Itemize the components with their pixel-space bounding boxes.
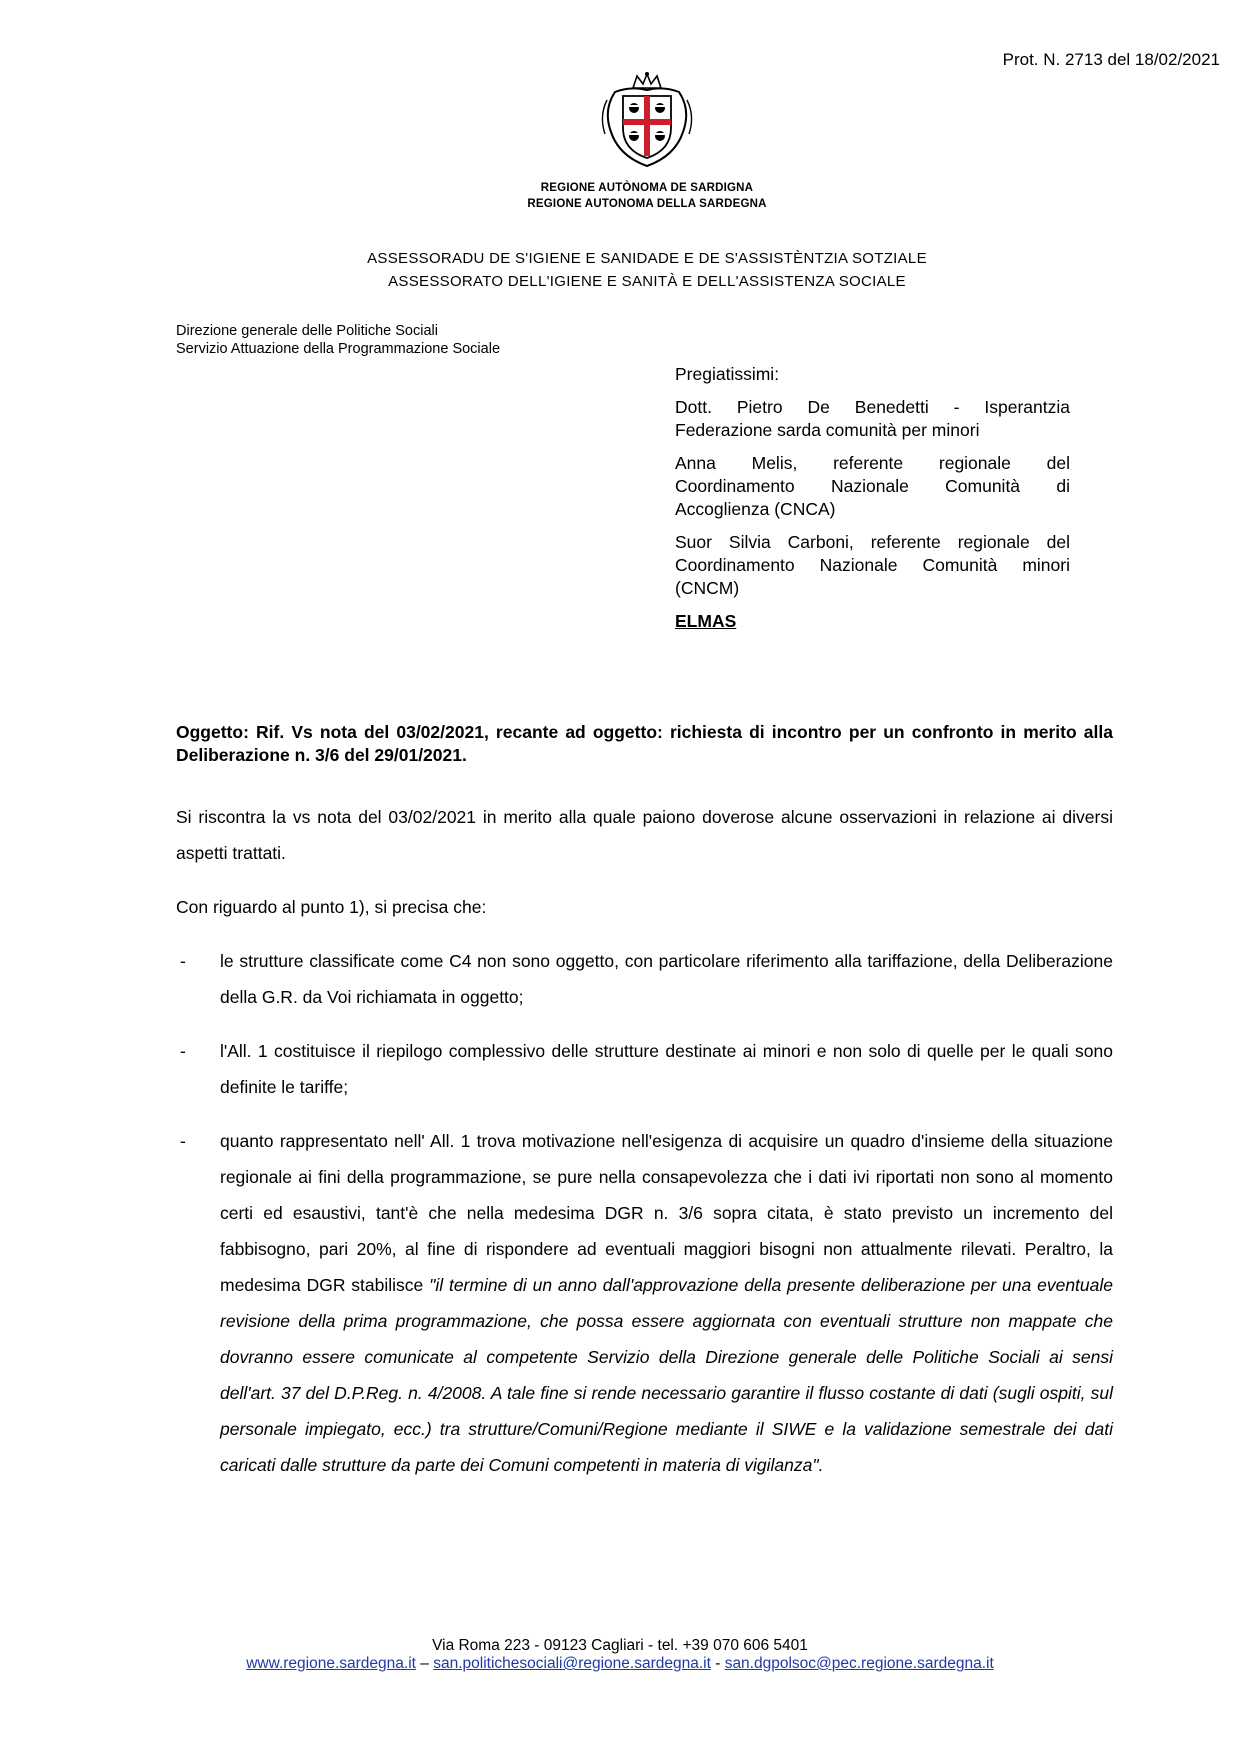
dash-bullet: - xyxy=(180,1041,186,1061)
directorate: Direzione generale delle Politiche Sociali xyxy=(176,323,438,339)
website-link[interactable]: www.regione.sardegna.it xyxy=(246,1655,416,1672)
recipient-item: Dott. Pietro De Benedetti - Isperantzia Federazione sarda comunità per minori xyxy=(675,397,1070,440)
dash-bullet: - xyxy=(180,1131,186,1151)
list-item-text: quanto rappresentato nell' All. 1 trova motivazione nell'esigenza di acquisire un quadro d'insieme della situazione regionale ai fini della programmazione, se pure nella consapevolezza che i dati ivi riportati non sono al momento certi ed esaustivi, tant'è che nella medesima DGR n. 3/6 sopra citata, è stato previsto un incremento del fabbisogno, pari 20%, al fine di rispondere ad eventuali maggiori bisogni non attualmente rilevati. Peraltro, la medesima DGR stabilisce xyxy=(220,1131,1113,1295)
point-intro: Con riguardo al punto 1), si precisa che: xyxy=(176,897,487,917)
deliberation-quote: "il termine di un anno dall'approvazione della presente deliberazione per una eventuale revisione della prima programmazione, che possa essere aggiornata con eventuali strutture non mappate che dovranno essere comunicate al competente Servizio della Direzione generale delle Politiche Sociali ai sensi dell'art. 37 del D.P.Reg. n. 4/2008. A tale fine si rende necessario garantire il flusso costante di dati (sugli ospiti, sul personale impiegato, ecc.) tra strutture/Comuni/Regione mediante il SIWE e la validazione semestrale dei dati caricati dalle strutture da parte dei Comuni competenti in materia di vigilanza". xyxy=(220,1275,1113,1475)
footer-separator: - xyxy=(710,1655,725,1672)
footer-address: Via Roma 223 - 09123 Cagliari - tel. +39 070 606 5401 xyxy=(432,1637,808,1654)
region-name-italian: REGIONE AUTONOMA DELLA SARDEGNA xyxy=(527,198,767,210)
list-item xyxy=(176,943,1113,1015)
letter-body xyxy=(176,799,1113,1501)
recipient-item: Anna Melis, referente regionale del Coordinamento Nazionale Comunità di Accoglienza (CNCA) xyxy=(675,453,1070,519)
pec-link[interactable]: san.dgpolsoc@pec.regione.sardegna.it xyxy=(724,1655,994,1672)
recipient-item: Suor Silvia Carboni, referente regionale del Coordinamento Nazionale Comunità minori (CNCM) xyxy=(675,532,1070,598)
coat-of-arms-icon xyxy=(593,70,701,170)
dash-bullet: - xyxy=(180,951,186,971)
department-italian: ASSESSORATO DELL'IGIENE E SANITÀ E DELL'ASSISTENZA SOCIALE xyxy=(388,273,906,290)
footer-separator: – xyxy=(415,1655,434,1672)
footer-contacts xyxy=(0,1655,1240,1673)
recipients-greeting: Pregiatissimi: xyxy=(675,364,780,384)
region-name-sardinian: REGIONE AUTÒNOMA DE SARDIGNA xyxy=(540,182,754,194)
subject-line: Oggetto: Rif. Vs nota del 03/02/2021, recante ad oggetto: richiesta di incontro per un confronto in merito alla Deliberazione n. 3/6 del 29/01/2021. xyxy=(176,722,1113,765)
recipients-city: ELMAS xyxy=(675,611,737,631)
email-link[interactable]: san.politichesociali@regione.sardegna.it xyxy=(433,1655,711,1672)
service: Servizio Attuazione della Programmazione Sociale xyxy=(176,341,501,357)
list-item xyxy=(176,1033,1113,1105)
list-item-text: le strutture classificate come C4 non sono oggetto, con particolare riferimento alla tariffazione, della Deliberazione della G.R. da Voi richiamata in oggetto; xyxy=(220,951,1113,1007)
list-item-text: l'All. 1 costituisce il riepilogo complessivo delle strutture destinate ai minori e non solo di quelle per le quali sono definite le tariffe; xyxy=(220,1041,1113,1097)
intro-paragraph: Si riscontra la vs nota del 03/02/2021 in merito alla quale paiono doverose alcune osservazioni in relazione ai diversi aspetti trattati. xyxy=(176,807,1113,863)
recipients-block xyxy=(675,363,1070,643)
protocol-number: Prot. N. 2713 del 18/02/2021 xyxy=(1002,50,1220,69)
list-item xyxy=(176,1123,1113,1483)
department-sardinian: ASSESSORADU DE S'IGIENE E SANIDADE E DE S'ASSISTÈNTZIA SOTZIALE xyxy=(367,250,927,267)
